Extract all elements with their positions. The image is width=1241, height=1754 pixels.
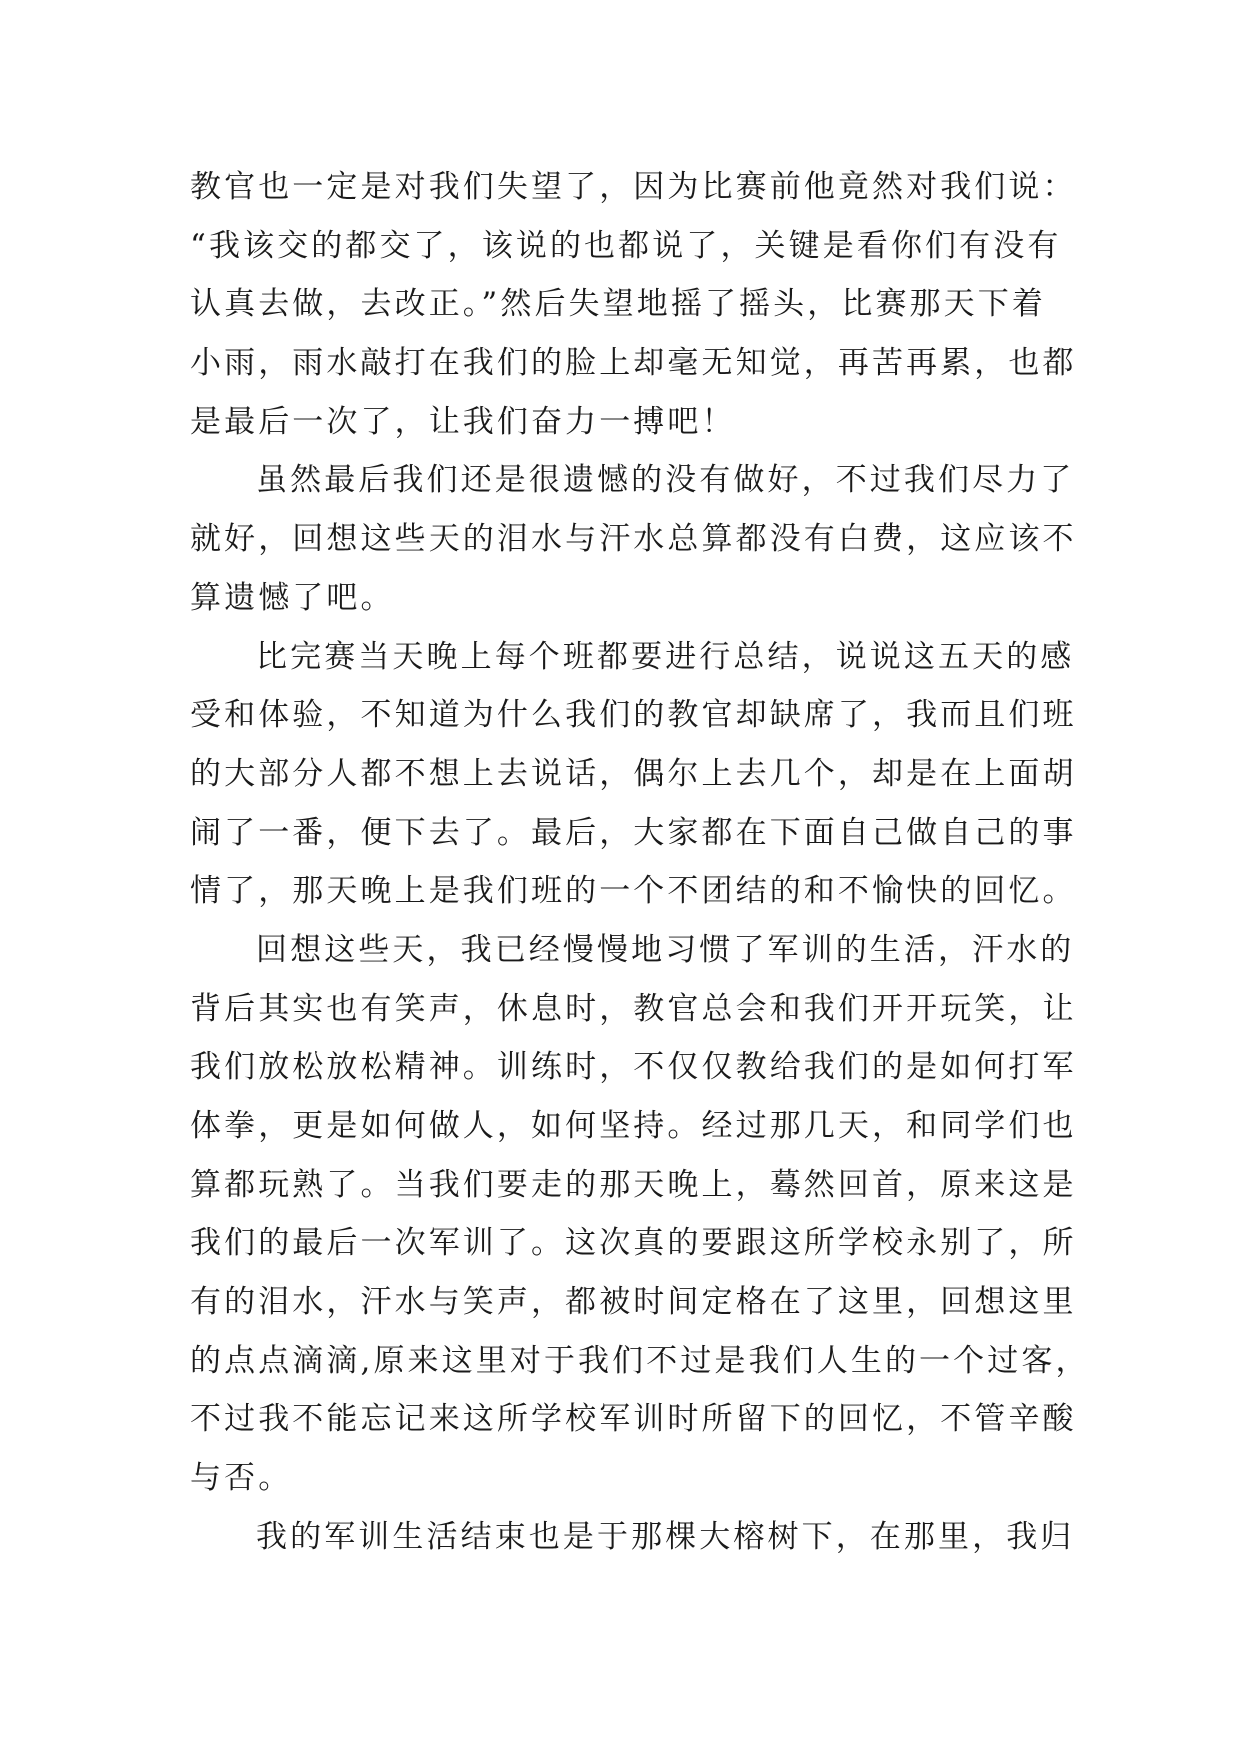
paragraph-first-line: 我的军训生活结束也是于那棵大榕树下，在那里，我归 [256, 1518, 1075, 1555]
text-line: 小雨，雨水敲打在我们的脸上却毫无知觉，再苦再累，也都 [190, 345, 1077, 382]
text-line: 算都玩熟了。当我们要走的那天晚上，蓦然回首，原来这是 [190, 1166, 1077, 1203]
paragraph-first-line: 回想这些天，我已经慢慢地习惯了军训的生活，汗水的 [256, 931, 1075, 968]
text-line: 是最后一次了，让我们奋力一搏吧！ [190, 403, 736, 440]
text-line: 不过我不能忘记来这所学校军训时所留下的回忆，不管辛酸 [190, 1401, 1077, 1438]
text-line: 与否。 [190, 1460, 293, 1497]
text-line: 的大部分人都不想上去说话，偶尔上去几个，却是在上面胡 [190, 755, 1077, 792]
text-line: 教官也一定是对我们失望了，因为比赛前他竟然对我们说： [190, 169, 1077, 205]
text-line: 认真去做，去改正。”然后失望地摇了摇头，比赛那天下着 [190, 286, 1046, 323]
text-line: 背后其实也有笑声，休息时，教官总会和我们开开玩笑，让 [190, 990, 1077, 1027]
paragraph-first-line: 比完赛当天晚上每个班都要进行总结，说说这五天的感 [256, 638, 1075, 675]
text-line: 受和体验，不知道为什么我们的教官却缺席了，我而且们班 [190, 697, 1077, 734]
text-line: 闹了一番，便下去了。最后，大家都在下面自己做自己的事 [190, 814, 1077, 851]
text-line: 的点点滴滴,原来这里对于我们不过是我们人生的一个过客， [190, 1342, 1090, 1379]
text-line: “我该交的都交了，该说的也都说了，关键是看你们有没有 [190, 227, 1062, 264]
text-line: 体拳，更是如何做人，如何坚持。经过那几天，和同学们也 [190, 1108, 1077, 1144]
text-line: 我们的最后一次军训了。这次真的要跟这所学校永别了，所 [190, 1225, 1077, 1262]
paragraph-first-line: 虽然最后我们还是很遗憾的没有做好，不过我们尽力了 [256, 462, 1075, 499]
text-line: 情了，那天晚上是我们班的一个不团结的和不愉快的回忆。 [190, 873, 1077, 910]
text-line: 就好，回想这些天的泪水与汗水总算都没有白费，这应该不 [190, 521, 1077, 558]
text-line: 算遗憾了吧。 [190, 579, 395, 616]
body-text [190, 158, 1090, 1567]
text-line: 我们放松放松精神。训练时，不仅仅教给我们的是如何打军 [190, 1049, 1077, 1086]
text-line: 有的泪水，汗水与笑声，都被时间定格在了这里，回想这里 [190, 1284, 1077, 1321]
